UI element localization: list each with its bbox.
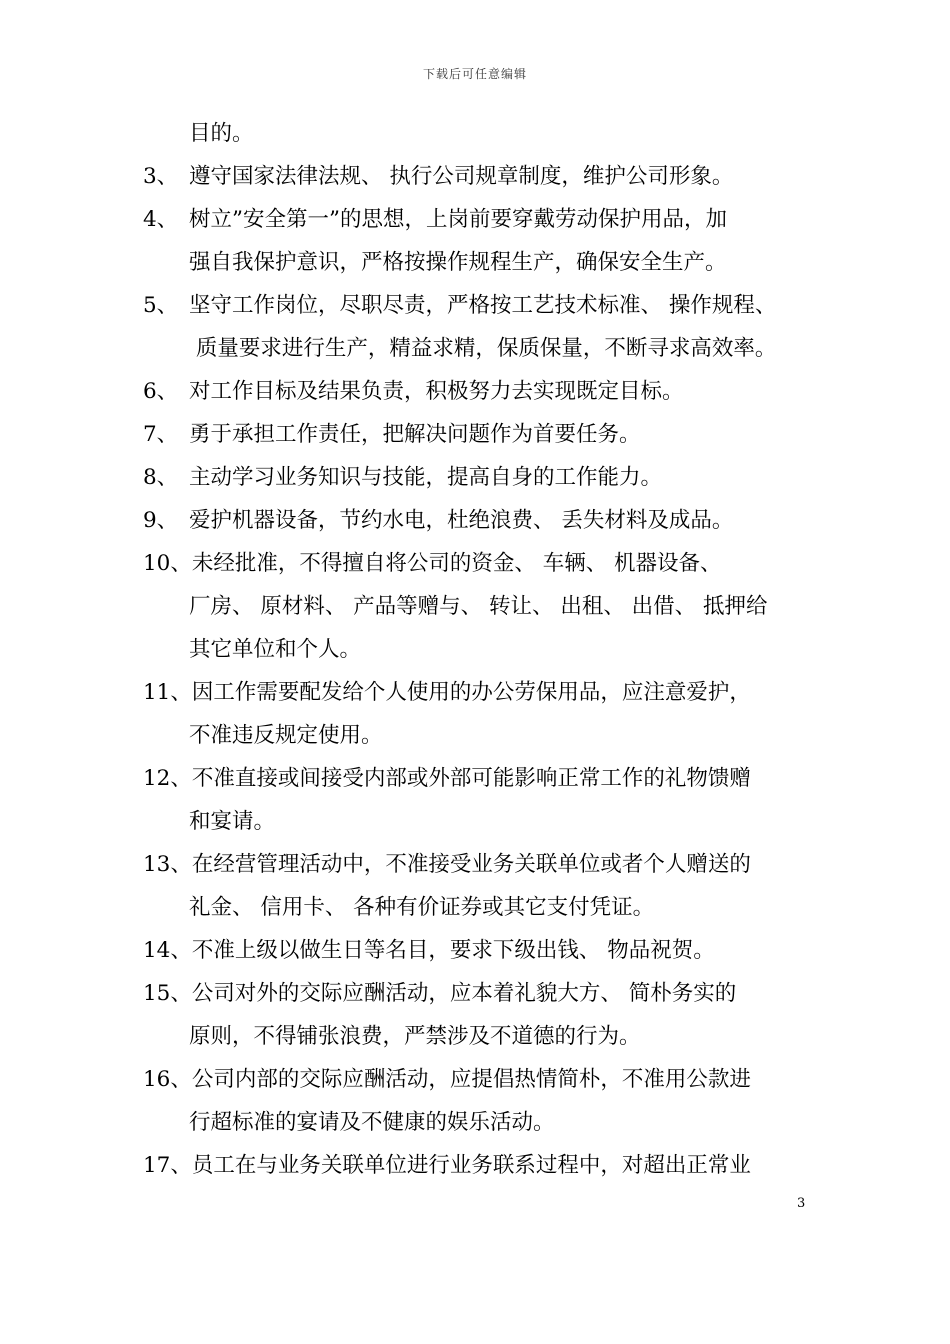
text-line xyxy=(143,241,818,284)
text-line xyxy=(143,585,818,628)
item-number: 4、 xyxy=(143,207,179,232)
text-line xyxy=(143,972,818,1015)
line-text: 其它单位和个人。 xyxy=(189,637,362,662)
item-number: 14、 xyxy=(143,938,192,963)
item-number: 7、 xyxy=(143,422,179,447)
item-number: 10、 xyxy=(143,551,192,576)
text-line xyxy=(143,155,818,198)
text-line xyxy=(143,112,818,155)
item-number: 6、 xyxy=(143,379,179,404)
text-line xyxy=(143,800,818,843)
line-text: 坚守工作岗位，尽职尽责，严格按工艺技术标准、 操作规程、 xyxy=(189,293,777,318)
line-text: 主动学习业务知识与技能，提高自身的工作能力。 xyxy=(189,465,663,490)
line-text: 在经营管理活动中，不准接受业务关联单位或者个人赠送的 xyxy=(191,852,751,877)
line-text: 质量要求进行生产，精益求精，保质保量，不断寻求高效率。 xyxy=(189,336,777,361)
item-number: 8、 xyxy=(143,465,179,490)
item-number: 12、 xyxy=(143,766,192,791)
line-text: 礼金、 信用卡、 各种有价证券或其它支付凭证。 xyxy=(189,895,655,920)
page-number: 3 xyxy=(797,1196,806,1211)
line-text: 原则，不得铺张浪费，严禁涉及不道德的行为。 xyxy=(189,1024,641,1049)
text-line xyxy=(143,1058,818,1101)
line-text: 公司内部的交际应酬活动，应提倡热情简朴，不准用公款进 xyxy=(191,1067,751,1092)
text-line xyxy=(143,843,818,886)
document-body xyxy=(143,112,818,1187)
text-line xyxy=(143,370,818,413)
line-text: 不准上级以做生日等名目，要求下级出钱、 物品祝贺。 xyxy=(191,938,715,963)
line-text: 目的。 xyxy=(189,121,254,146)
item-number: 16、 xyxy=(143,1067,192,1092)
item-number: 9、 xyxy=(143,508,179,533)
item-number: 5、 xyxy=(143,293,179,318)
text-line xyxy=(143,1144,818,1187)
line-text: 未经批准，不得擅自将公司的资金、 车辆、 机器设备、 xyxy=(191,551,722,576)
item-number: 15、 xyxy=(143,981,192,1006)
text-line xyxy=(143,1101,818,1144)
text-line xyxy=(143,413,818,456)
line-text: 厂房、 原材料、 产品等赠与、 转让、 出租、 出借、 抵押给 xyxy=(189,594,768,619)
line-text: 遵守国家法律法规、 执行公司规章制度，维护公司形象。 xyxy=(189,164,734,189)
line-text: 不准直接或间接受内部或外部可能影响正常工作的礼物馈赠 xyxy=(191,766,751,791)
text-line xyxy=(143,284,818,327)
text-line xyxy=(143,757,818,800)
text-line xyxy=(143,542,818,585)
item-number: 11、 xyxy=(143,680,192,705)
text-line xyxy=(143,198,818,241)
text-line xyxy=(143,671,818,714)
page-header: 下载后可任意编辑 xyxy=(422,67,527,81)
item-number: 17、 xyxy=(143,1153,192,1178)
item-number: 13、 xyxy=(143,852,192,877)
text-line xyxy=(143,714,818,757)
line-text: 公司对外的交际应酬活动，应本着礼貌大方、 简朴务实的 xyxy=(191,981,737,1006)
item-number: 3、 xyxy=(143,164,179,189)
line-text: 因工作需要配发给个人使用的办公劳保用品，应注意爱护， xyxy=(191,680,751,705)
line-text: 爱护机器设备，节约水电，杜绝浪费、 丢失材料及成品。 xyxy=(189,508,734,533)
line-text: 强自我保护意识，严格按操作规程生产，确保安全生产。 xyxy=(189,250,727,275)
text-line xyxy=(143,1015,818,1058)
line-text: 行超标准的宴请及不健康的娱乐活动。 xyxy=(189,1110,555,1135)
line-text: 不准违反规定使用。 xyxy=(189,723,383,748)
line-text: 勇于承担工作责任，把解决问题作为首要任务。 xyxy=(189,422,641,447)
text-line xyxy=(143,327,818,370)
line-text: 对工作目标及结果负责，积极努力去实现既定目标。 xyxy=(189,379,684,404)
text-line xyxy=(143,628,818,671)
line-text: 树立”安全第一”的思想，上岗前要穿戴劳动保护用品，加 xyxy=(189,207,727,232)
line-text: 和宴请。 xyxy=(189,809,276,834)
line-text: 员工在与业务关联单位进行业务联系过程中，对超出正常业 xyxy=(191,1153,751,1178)
text-line xyxy=(143,886,818,929)
text-line xyxy=(143,499,818,542)
text-line xyxy=(143,456,818,499)
text-line xyxy=(143,929,818,972)
